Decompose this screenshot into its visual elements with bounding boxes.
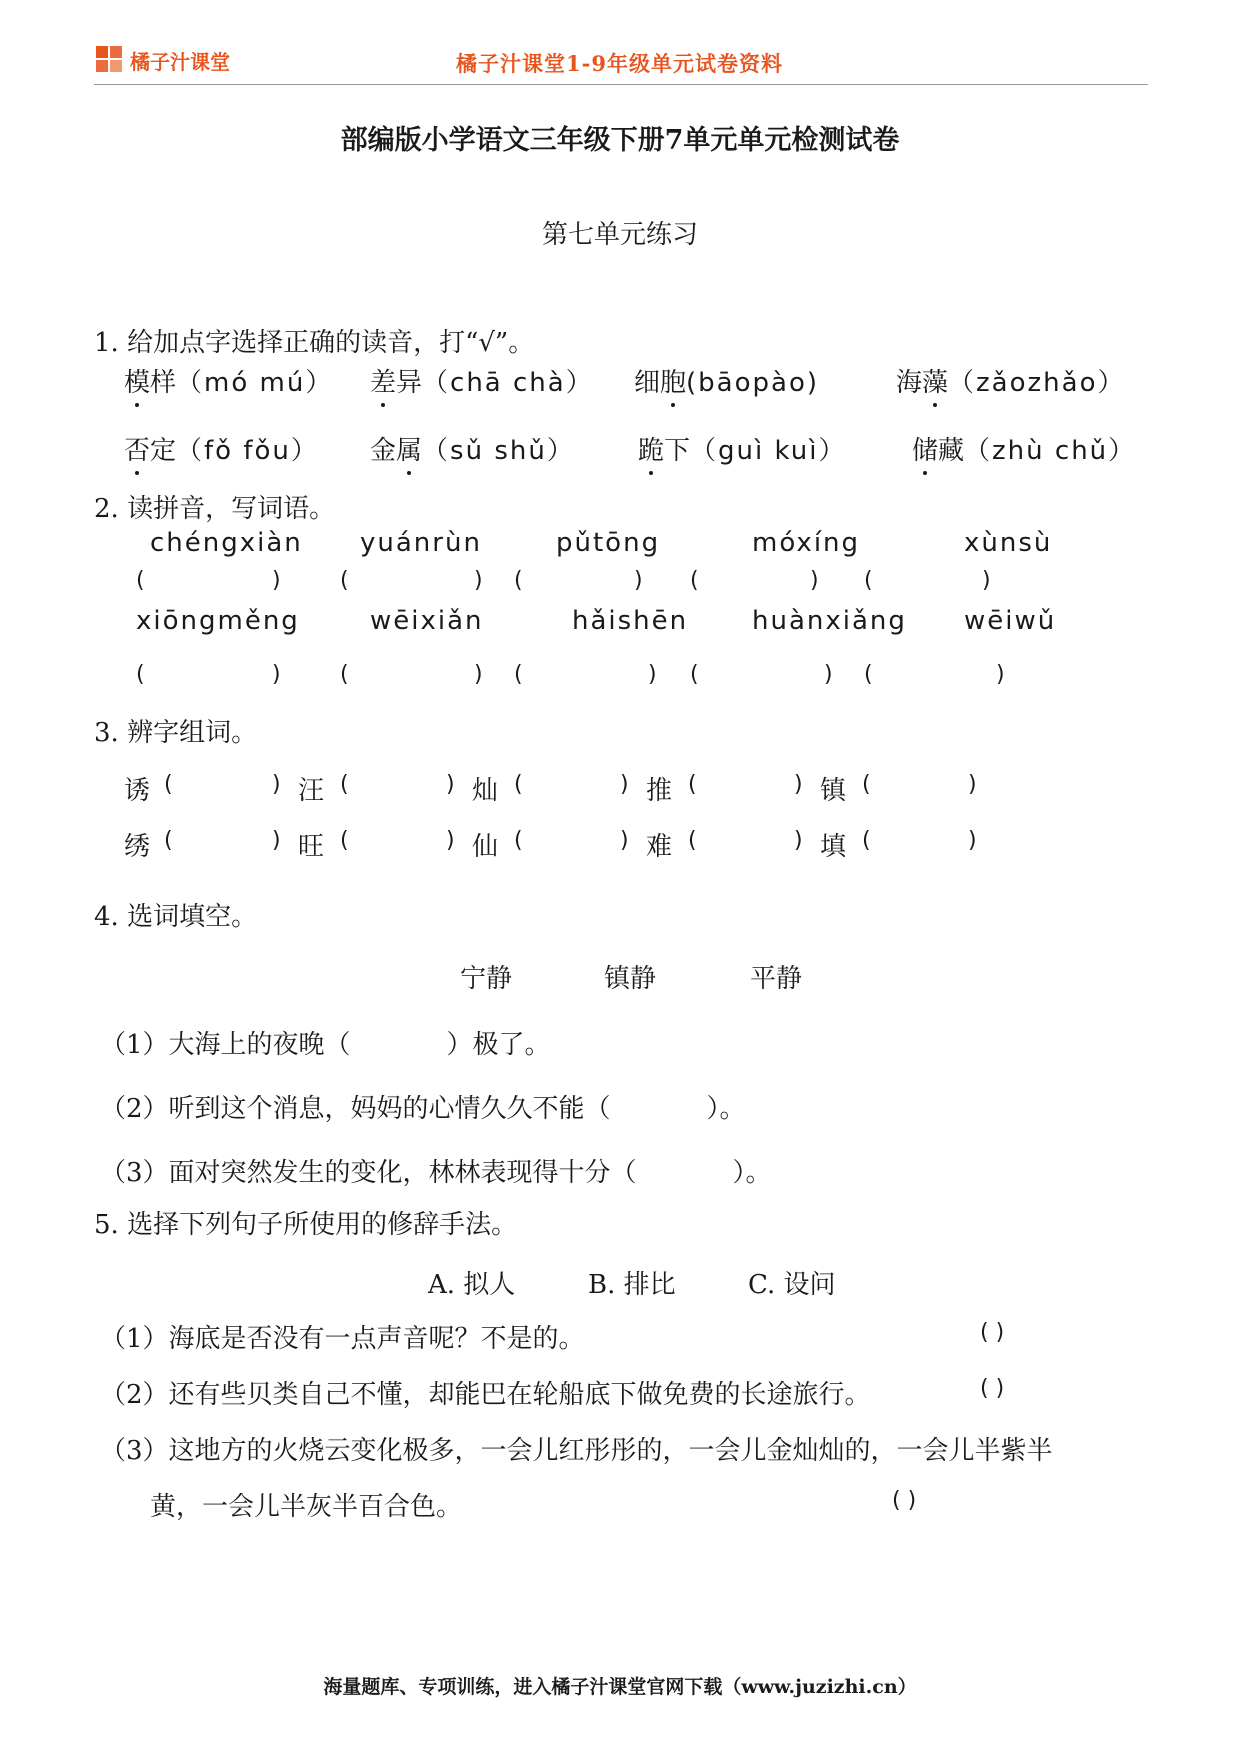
fill-blank-item: （1）大海上的夜晚（ ）极了。 — [100, 1030, 551, 1060]
logo-mark — [96, 46, 124, 74]
word-choice: 宁静 — [460, 964, 513, 994]
answer-close-paren: ) — [272, 662, 281, 687]
answer-open-paren: ( — [864, 568, 873, 593]
dotted-char: 模 — [124, 368, 151, 398]
footer-note: 海量题库、专项训练，进入橘子汁课堂官网下载（www.juzizhi.cn） — [323, 1676, 917, 1698]
pinyin-word: huànxiǎng — [752, 606, 907, 636]
q2-prompt: 2. 读拼音，写词语。 — [94, 494, 336, 524]
q4-prompt: 4. 选词填空。 — [94, 902, 258, 932]
answer-open-paren: ( — [514, 568, 523, 593]
char-item: 旺 — [298, 832, 325, 862]
char-item: 难 — [646, 832, 673, 862]
q3-prompt: 3. 辨字组词。 — [94, 718, 258, 748]
rhetoric-item: （3）这地方的火烧云变化极多，一会儿红彤彤的，一会儿金灿灿的，一会儿半紫半 — [100, 1436, 1053, 1466]
q1-item: 海藻（zǎozhǎo） — [896, 368, 1126, 398]
pinyin-word: yuánrùn — [360, 528, 482, 558]
answer-blank: ( ) — [892, 1488, 917, 1513]
pinyin-word: wēixiǎn — [370, 606, 484, 636]
answer-close-paren: ) — [810, 568, 819, 593]
answer-close-paren: ) — [272, 568, 281, 593]
technique-choice: B. 排比 — [588, 1270, 676, 1300]
answer-close-paren: ) — [634, 568, 643, 593]
pinyin-word: móxíng — [752, 528, 861, 558]
answer-close-paren: ) — [996, 662, 1005, 687]
technique-choice: A. 拟人 — [428, 1270, 516, 1300]
q1-item: 储藏（zhù chǔ） — [912, 436, 1137, 466]
q1-item: 否定（fǒ fǒu） — [124, 436, 319, 466]
dotted-char: 跪 — [638, 436, 665, 466]
dotted-char: 否 — [124, 436, 151, 466]
technique-choice: C. 设问 — [748, 1270, 836, 1300]
dotted-char: 藻 — [922, 368, 949, 398]
answer-open-paren: ( — [136, 662, 145, 687]
pinyin-word: chéngxiàn — [150, 528, 303, 558]
pinyin-word: xùnsù — [964, 528, 1053, 558]
char-item: 诱 — [124, 776, 151, 806]
answer-close-paren: ) — [982, 568, 991, 593]
char-item: 填 — [820, 832, 847, 862]
header-divider — [94, 84, 1148, 85]
char-item: 绣 — [124, 832, 151, 862]
answer-open-paren: ( — [864, 662, 873, 687]
page-subtitle: 第七单元练习 — [541, 220, 698, 250]
q1-item: 跪下（guì kuì） — [638, 436, 847, 466]
dotted-char: 差 — [370, 368, 397, 398]
char-item: 推 — [646, 776, 673, 806]
answer-close-paren: ) — [824, 662, 833, 687]
rhetoric-item: （1）海底是否没有一点声音呢？不是的。 — [100, 1324, 585, 1354]
answer-close-paren: ) — [648, 662, 657, 687]
q5-prompt: 5. 选择下列句子所使用的修辞手法。 — [94, 1210, 518, 1240]
answer-open-paren: ( — [340, 568, 349, 593]
answer-open-paren: ( — [340, 662, 349, 687]
word-choice: 镇静 — [604, 964, 657, 994]
answer-blank: ( ) — [980, 1320, 1005, 1345]
rhetoric-item-cont: 黄，一会儿半灰半百合色。 — [150, 1492, 463, 1522]
pinyin-word: xiōngměng — [136, 606, 300, 636]
q1-item: 细胞(bāopào) — [634, 368, 820, 398]
brand-name: 橘子汁课堂 — [130, 50, 230, 74]
word-choice: 平静 — [750, 964, 803, 994]
answer-open-paren: ( — [690, 568, 699, 593]
answer-blank: ( ) — [980, 1376, 1005, 1401]
answer-open-paren: ( — [690, 662, 699, 687]
answer-open-paren: ( — [514, 662, 523, 687]
q1-item: 差异（chā chà） — [370, 368, 594, 398]
fill-blank-item: （2）听到这个消息，妈妈的心情久久不能（ ）。 — [100, 1094, 746, 1124]
dotted-char: 胞 — [660, 368, 687, 398]
char-item: 仙 — [472, 832, 499, 862]
q1-item: 金属（sǔ shǔ） — [370, 436, 575, 466]
header-title: 橘子汁课堂1-9年级单元试卷资料 — [456, 51, 783, 76]
pinyin-word: pǔtōng — [556, 528, 661, 558]
rhetoric-item: （2）还有些贝类自己不懂，却能巴在轮船底下做免费的长途旅行。 — [100, 1380, 871, 1410]
char-item: 汪 — [298, 776, 325, 806]
answer-close-paren: ) — [474, 662, 483, 687]
q1-prompt: 1. 给加点字选择正确的读音，打“√”。 — [94, 328, 535, 358]
answer-open-paren: ( — [136, 568, 145, 593]
fill-blank-item: （3）面对突然发生的变化，林林表现得十分（ ）。 — [100, 1158, 772, 1188]
q1-item: 模样（mó mú） — [124, 368, 334, 398]
pinyin-word: wēiwǔ — [964, 606, 1057, 636]
answer-close-paren: ) — [474, 568, 483, 593]
char-item: 镇 — [820, 776, 847, 806]
dotted-char: 属 — [396, 436, 423, 466]
page-title: 部编版小学语文三年级下册7单元单元检测试卷 — [340, 125, 900, 156]
char-item: 灿 — [472, 776, 499, 806]
dotted-char: 储 — [912, 436, 939, 466]
pinyin-word: hǎishēn — [572, 606, 689, 636]
